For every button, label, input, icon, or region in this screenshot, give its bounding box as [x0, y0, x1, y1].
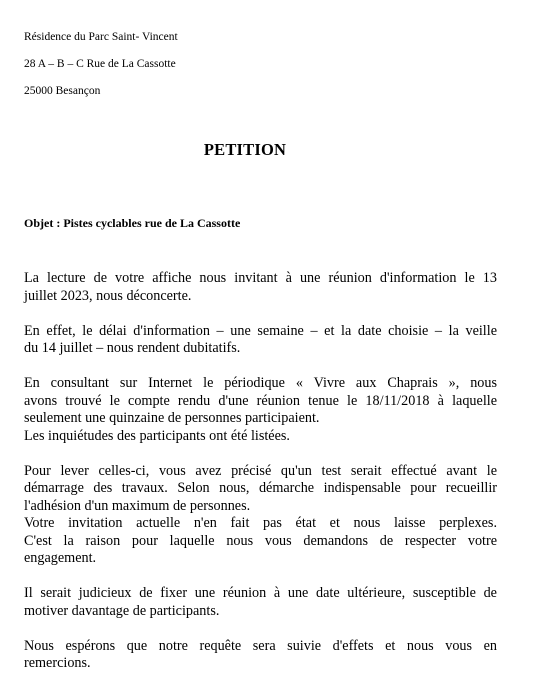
text-line: démarrage des travaux. Selon nous, démarche indispensable pour recueillir: [24, 480, 497, 496]
subject-line: Objet : Pistes cyclables rue de La Cassotte: [24, 216, 241, 230]
paragraph-3: [24, 375, 497, 445]
paragraph-4: [24, 463, 497, 568]
text-line: seulement une quinzaine de personnes participaient.: [24, 410, 320, 426]
text-line: Les inquiétudes des participants ont été listées.: [24, 427, 290, 444]
letter-body: [24, 270, 497, 690]
text-line: Pour lever celles-ci, vous avez précisé qu'un test serait effectué avant le: [24, 462, 497, 479]
text-line: du 14 juillet – nous rendent dubitatifs.: [24, 340, 241, 356]
text-line: La lecture de votre affiche nous invitant à une réunion d'information le 13: [24, 270, 497, 286]
sender-address-line-2: 28 A – B – C Rue de La Cassotte: [24, 58, 176, 70]
sender-address-line-1: Résidence du Parc Saint- Vincent: [24, 31, 178, 43]
paragraph-2: [24, 323, 497, 358]
text-line: motiver davantage de participants.: [24, 602, 220, 619]
paragraph-5: [24, 585, 497, 620]
paragraph-1: [24, 270, 497, 305]
text-line: engagement.: [24, 550, 97, 566]
text-line: En consultant sur Internet le périodique « Vivre aux Chaprais », nous: [24, 375, 497, 391]
text-line: Votre invitation actuelle n'en fait pas état et nous laisse perplexes.: [24, 515, 497, 531]
text-line: En effet, le délai d'information – une semaine – et la date choisie – la veille: [24, 322, 497, 339]
document-title: PETITION: [203, 140, 287, 159]
text-line: Il serait judicieux de fixer une réunion à une date ultérieure, susceptible de: [24, 585, 497, 601]
text-line: l'adhésion d'un maximum de personnes.: [24, 497, 251, 514]
text-line: remercions.: [24, 655, 91, 671]
paragraph-6: [24, 638, 497, 673]
text-line: avons trouvé le compte rendu d'une réunion tenue le 18/11/2018 à laquelle: [24, 392, 497, 409]
text-line: C'est la raison pour laquelle nous vous demandons de respecter votre: [24, 532, 497, 549]
text-line: Nous espérons que notre requête sera suivie d'effets et nous vous en: [24, 637, 497, 654]
text-line: juillet 2023, nous déconcerte.: [24, 287, 192, 304]
sender-address-line-3: 25000 Besançon: [24, 85, 101, 97]
